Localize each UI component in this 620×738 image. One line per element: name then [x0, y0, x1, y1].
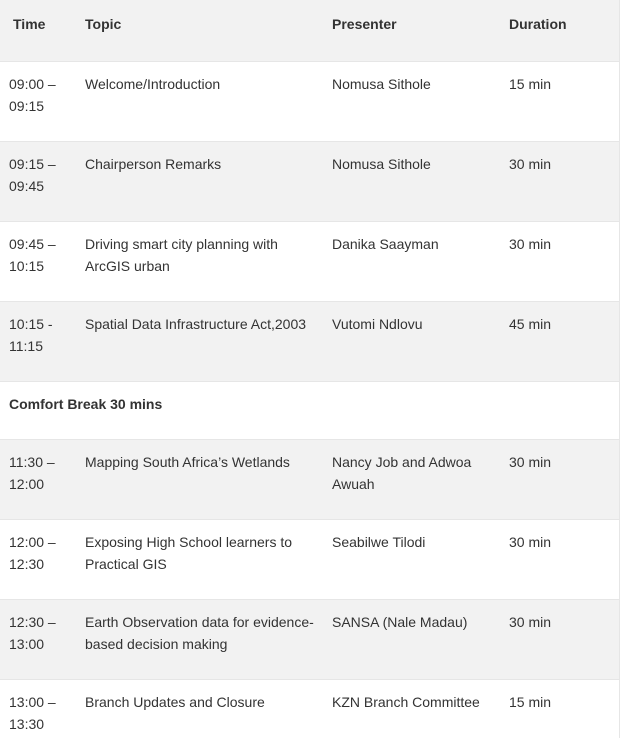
- time-cell: 13:00 – 13:30: [9, 694, 56, 732]
- time-cell: 09:00 – 09:15: [9, 76, 56, 114]
- duration-cell: 30 min: [509, 236, 552, 252]
- presenter-cell: Nomusa Sithole: [332, 76, 431, 92]
- presenter-cell: Seabilwe Tilodi: [332, 534, 426, 550]
- header-time: Time: [13, 16, 46, 32]
- table-row: [0, 222, 620, 302]
- break-label: Comfort Break 30 mins: [9, 396, 163, 412]
- presenter-cell: Vutomi Ndlovu: [332, 316, 423, 332]
- table-header-row: [0, 0, 620, 62]
- table-row: [0, 600, 620, 680]
- table-row: [0, 302, 620, 382]
- duration-cell: 30 min: [509, 156, 552, 172]
- topic-cell: Branch Updates and Closure: [85, 694, 265, 710]
- presenter-cell: KZN Branch Committee: [332, 694, 480, 710]
- time-cell: 09:15 – 09:45: [9, 156, 56, 194]
- time-cell: 11:30 – 12:00: [9, 454, 55, 492]
- topic-cell: Chairperson Remarks: [85, 156, 222, 172]
- duration-cell: 30 min: [509, 614, 552, 630]
- duration-cell: 30 min: [509, 454, 552, 470]
- presenter-cell: Danika Saayman: [332, 236, 439, 252]
- table-row: [0, 62, 620, 142]
- header-presenter: Presenter: [332, 16, 397, 32]
- time-cell: 10:15 - 11:15: [9, 316, 53, 354]
- duration-cell: 45 min: [509, 316, 552, 332]
- table-row: [0, 440, 620, 520]
- table-row: [0, 142, 620, 222]
- topic-cell: Mapping South Africa’s Wetlands: [85, 454, 290, 470]
- duration-cell: 15 min: [509, 76, 552, 92]
- duration-cell: 30 min: [509, 534, 552, 550]
- table-row: [0, 680, 620, 737]
- time-cell: 12:30 – 13:00: [9, 614, 56, 652]
- time-cell: 12:00 – 12:30: [9, 534, 56, 572]
- header-duration: Duration: [509, 16, 567, 32]
- presenter-cell: Nomusa Sithole: [332, 156, 431, 172]
- break-row: [0, 382, 620, 440]
- presenter-cell: Nancy Job and Adwoa Awuah: [332, 454, 472, 492]
- duration-cell: 15 min: [509, 694, 552, 710]
- header-topic: Topic: [85, 16, 122, 32]
- topic-cell: Welcome/Introduction: [85, 76, 221, 92]
- topic-cell: Exposing High School learners to Practical GIS: [85, 534, 293, 572]
- topic-cell: Earth Observation data for evidence-based decision making: [85, 614, 314, 652]
- time-cell: 09:45 – 10:15: [9, 236, 56, 274]
- table-row: [0, 520, 620, 600]
- topic-cell: Driving smart city planning with ArcGIS urban: [85, 236, 278, 274]
- presenter-cell: SANSA (Nale Madau): [332, 614, 468, 630]
- topic-cell: Spatial Data Infrastructure Act,2003: [85, 316, 307, 332]
